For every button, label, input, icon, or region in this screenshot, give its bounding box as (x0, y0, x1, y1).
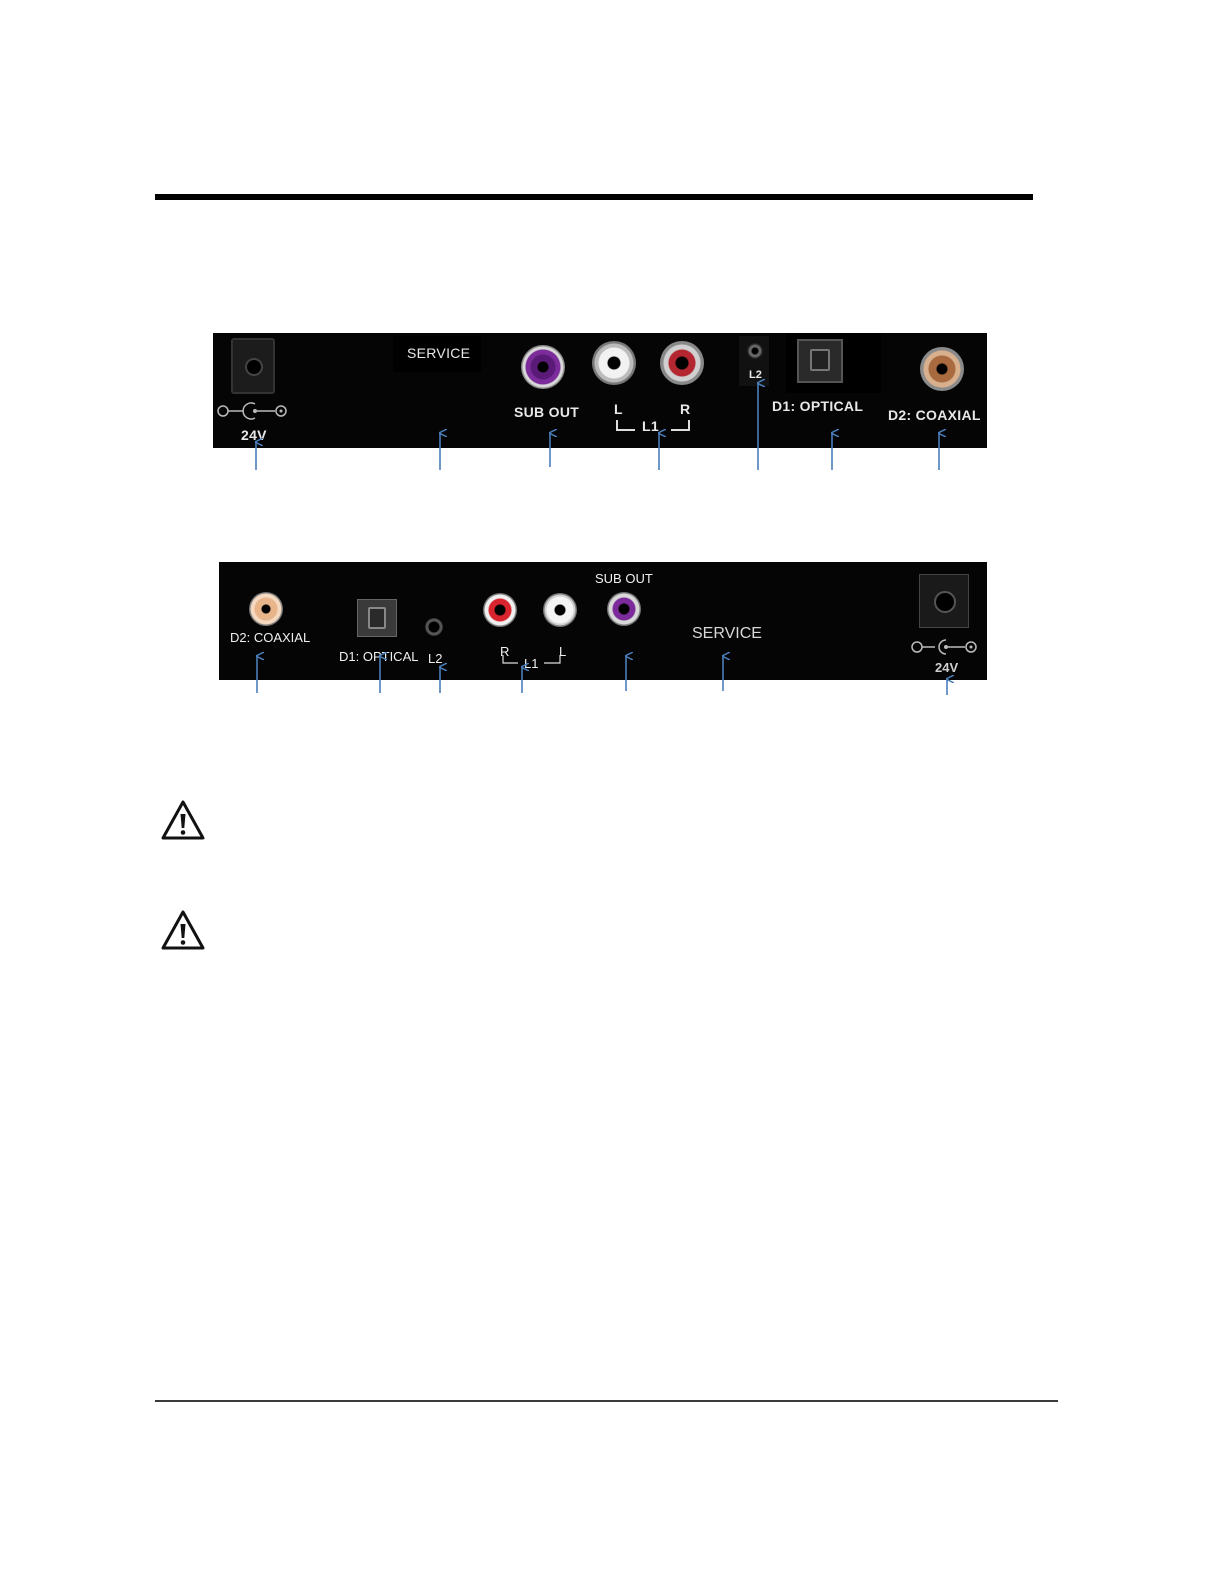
coaxial-jack (249, 592, 283, 626)
l-label: L (559, 644, 567, 659)
header-rule (155, 194, 1033, 200)
l1-left-jack (543, 593, 577, 627)
power-jack (919, 574, 969, 628)
optical-label: D1: OPTICAL (339, 649, 419, 664)
r-label: R (680, 401, 691, 417)
power-jack (231, 338, 275, 394)
dc-polarity-icon (215, 401, 289, 421)
dc-polarity-icon (909, 638, 979, 656)
r-label: R (500, 644, 510, 659)
sub-out-label: SUB OUT (595, 571, 653, 586)
warning-triangle-icon (160, 799, 206, 841)
footer-rule (155, 1400, 1058, 1402)
l-label: L (614, 401, 623, 417)
coaxial-jack (920, 347, 964, 391)
l2-label: L2 (749, 369, 762, 381)
l1-left-jack (592, 341, 636, 385)
l2-jack (425, 618, 443, 636)
voltage-label: 24V (241, 427, 267, 443)
sub-out-jack (607, 592, 641, 626)
coaxial-label: D2: COAXIAL (888, 407, 981, 423)
l2-label: L2 (428, 651, 443, 666)
service-label: SERVICE (692, 625, 762, 642)
optical-shutter (810, 349, 830, 371)
l2-jack (747, 343, 763, 359)
l1-label: L1 (642, 418, 659, 434)
service-label: SERVICE (407, 345, 471, 361)
l1-label: L1 (524, 656, 539, 671)
warning-triangle-icon (160, 909, 206, 951)
rear-panel-top (213, 333, 987, 448)
l1-right-jack (483, 593, 517, 627)
sub-out-jack (521, 345, 565, 389)
l1-right-jack (660, 341, 704, 385)
optical-shutter (368, 607, 386, 629)
voltage-label: 24V (935, 660, 959, 675)
rear-panel-bottom (219, 562, 987, 680)
sub-out-label: SUB OUT (514, 404, 580, 420)
coaxial-label: D2: COAXIAL (230, 630, 311, 645)
optical-label: D1: OPTICAL (772, 398, 864, 414)
